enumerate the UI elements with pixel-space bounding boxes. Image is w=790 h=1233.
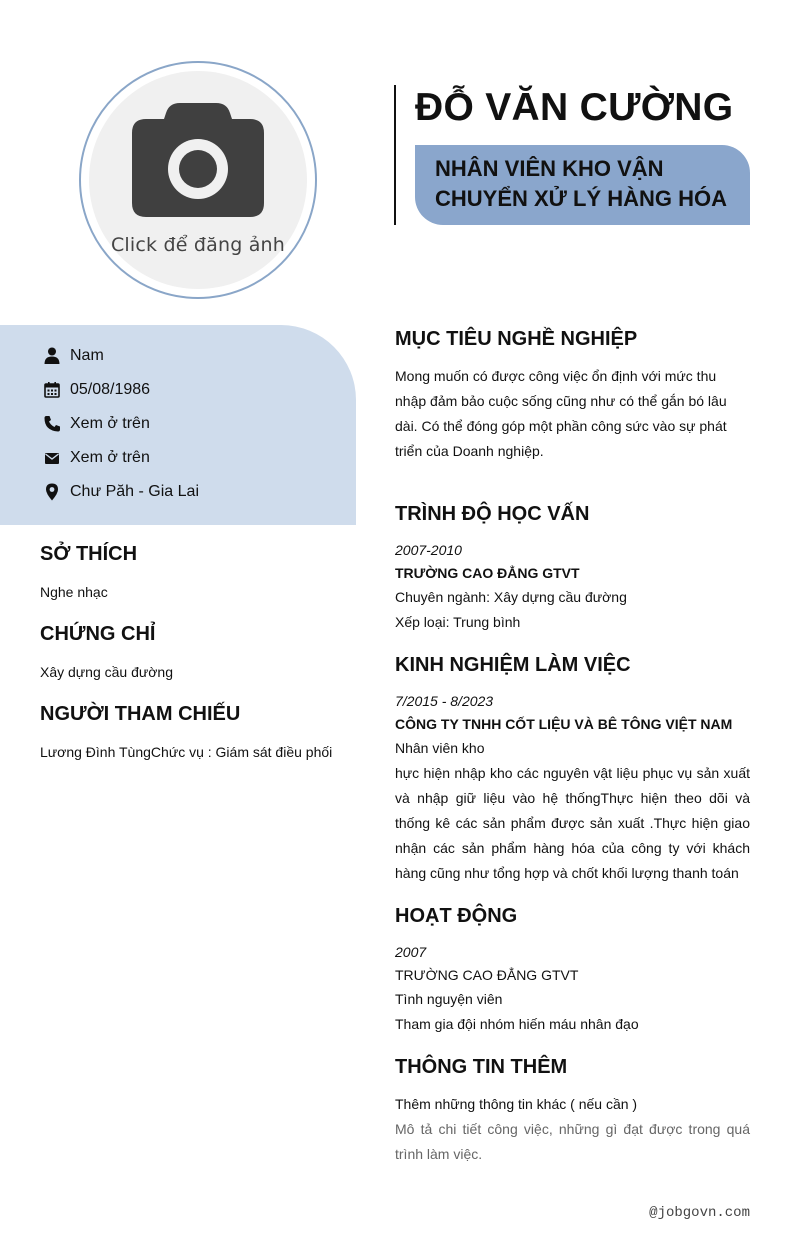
hobbies-text: Nghe nhạc xyxy=(40,584,108,600)
education-grade: Xếp loại: Trung bình xyxy=(395,614,521,630)
user-icon xyxy=(42,346,62,366)
avatar[interactable] xyxy=(89,71,307,289)
header-divider xyxy=(394,85,396,225)
education-heading: TRÌNH ĐỘ HỌC VẤN xyxy=(395,503,590,525)
contact-email-text: Xem ở trên xyxy=(70,449,150,466)
experience-heading: KINH NGHIỆM LÀM VIỆC xyxy=(395,654,631,676)
activities-org: TRƯỜNG CAO ĐẲNG GTVT xyxy=(395,967,579,983)
candidate-name: ĐỖ VĂN CƯỜNG xyxy=(415,86,734,129)
education-major: Chuyên ngành: Xây dựng cầu đường xyxy=(395,589,627,605)
contact-gender xyxy=(42,344,104,368)
additional-line1: Thêm những thông tin khác ( nếu cần ) xyxy=(395,1096,638,1112)
references-text: Lương Đình TùngChức vụ : Giám sát điều phối xyxy=(40,744,333,760)
references-heading: NGƯỜI THAM CHIẾU xyxy=(40,703,241,725)
watermark: @jobgovn.com xyxy=(649,1205,750,1221)
activities-description: Tham gia đội nhóm hiến máu nhân đạo xyxy=(395,1016,639,1032)
mail-icon xyxy=(42,448,62,468)
certificates-heading: CHỨNG CHỈ xyxy=(40,623,156,645)
additional-heading: THÔNG TIN THÊM xyxy=(395,1056,568,1078)
activities-period: 2007 xyxy=(395,944,427,960)
camera-icon xyxy=(132,103,264,217)
additional-line2: Mô tả chi tiết công việc, những gì đạt được trong quá trình làm việc. xyxy=(395,1121,750,1162)
activities-heading: HOẠT ĐỘNG xyxy=(395,905,518,927)
avatar-upload[interactable] xyxy=(79,61,317,299)
contact-address xyxy=(42,480,199,504)
contact-birthdate xyxy=(42,378,150,402)
contact-birthdate-text: 05/08/1986 xyxy=(70,381,151,398)
contact-address-text: Chư Păh - Gia Lai xyxy=(70,483,199,500)
contact-phone xyxy=(42,412,150,436)
job-title-box xyxy=(415,145,750,225)
hobbies-heading: SỞ THÍCH xyxy=(40,543,138,565)
contact-email xyxy=(42,446,150,470)
certificates-text: Xây dựng cầu đường xyxy=(40,664,174,680)
experience-period: 7/2015 - 8/2023 xyxy=(395,693,494,709)
phone-icon xyxy=(42,414,62,434)
education-period: 2007-2010 xyxy=(395,542,462,558)
contact-gender-text: Nam xyxy=(70,347,104,364)
experience-position: Nhân viên kho xyxy=(395,740,485,756)
photo-caption: Click để đăng ảnh xyxy=(110,234,286,256)
education-school: TRƯỜNG CAO ĐẲNG GTVT xyxy=(395,565,580,581)
activities-role: Tình nguyện viên xyxy=(395,991,503,1007)
experience-company: CÔNG TY TNHH CỐT LIỆU VÀ BÊ TÔNG VIỆT NAM xyxy=(395,716,733,732)
objective-heading: MỤC TIÊU NGHỀ NGHIỆP xyxy=(395,328,638,350)
contact-phone-text: Xem ở trên xyxy=(70,415,150,432)
location-icon xyxy=(42,482,62,502)
calendar-icon xyxy=(42,380,62,400)
objective-text: Mong muốn có được công việc ổn định với mức thu nhập đảm bảo cuộc sống cũng như có thể gắn bó lâu dài. Có thể đóng góp một phần công sức vào sự phát triển của Doanh nghiệp. xyxy=(395,368,727,459)
experience-description: hực hiện nhập kho các nguyên vật liệu phục vụ sản xuất và nhập giữ liệu vào hệ thốngThực hiện theo dõi và thống kê các sản phẩm được sản xuất .Thực hiện giao nhận các sản phẩm hàng hóa của công ty với khách hàng cũng như tổng hợp và chốt khối lượng thanh toán xyxy=(395,765,750,881)
job-title: NHÂN VIÊN KHO VẬN CHUYỂN XỬ LÝ HÀNG HÓA xyxy=(435,156,728,211)
